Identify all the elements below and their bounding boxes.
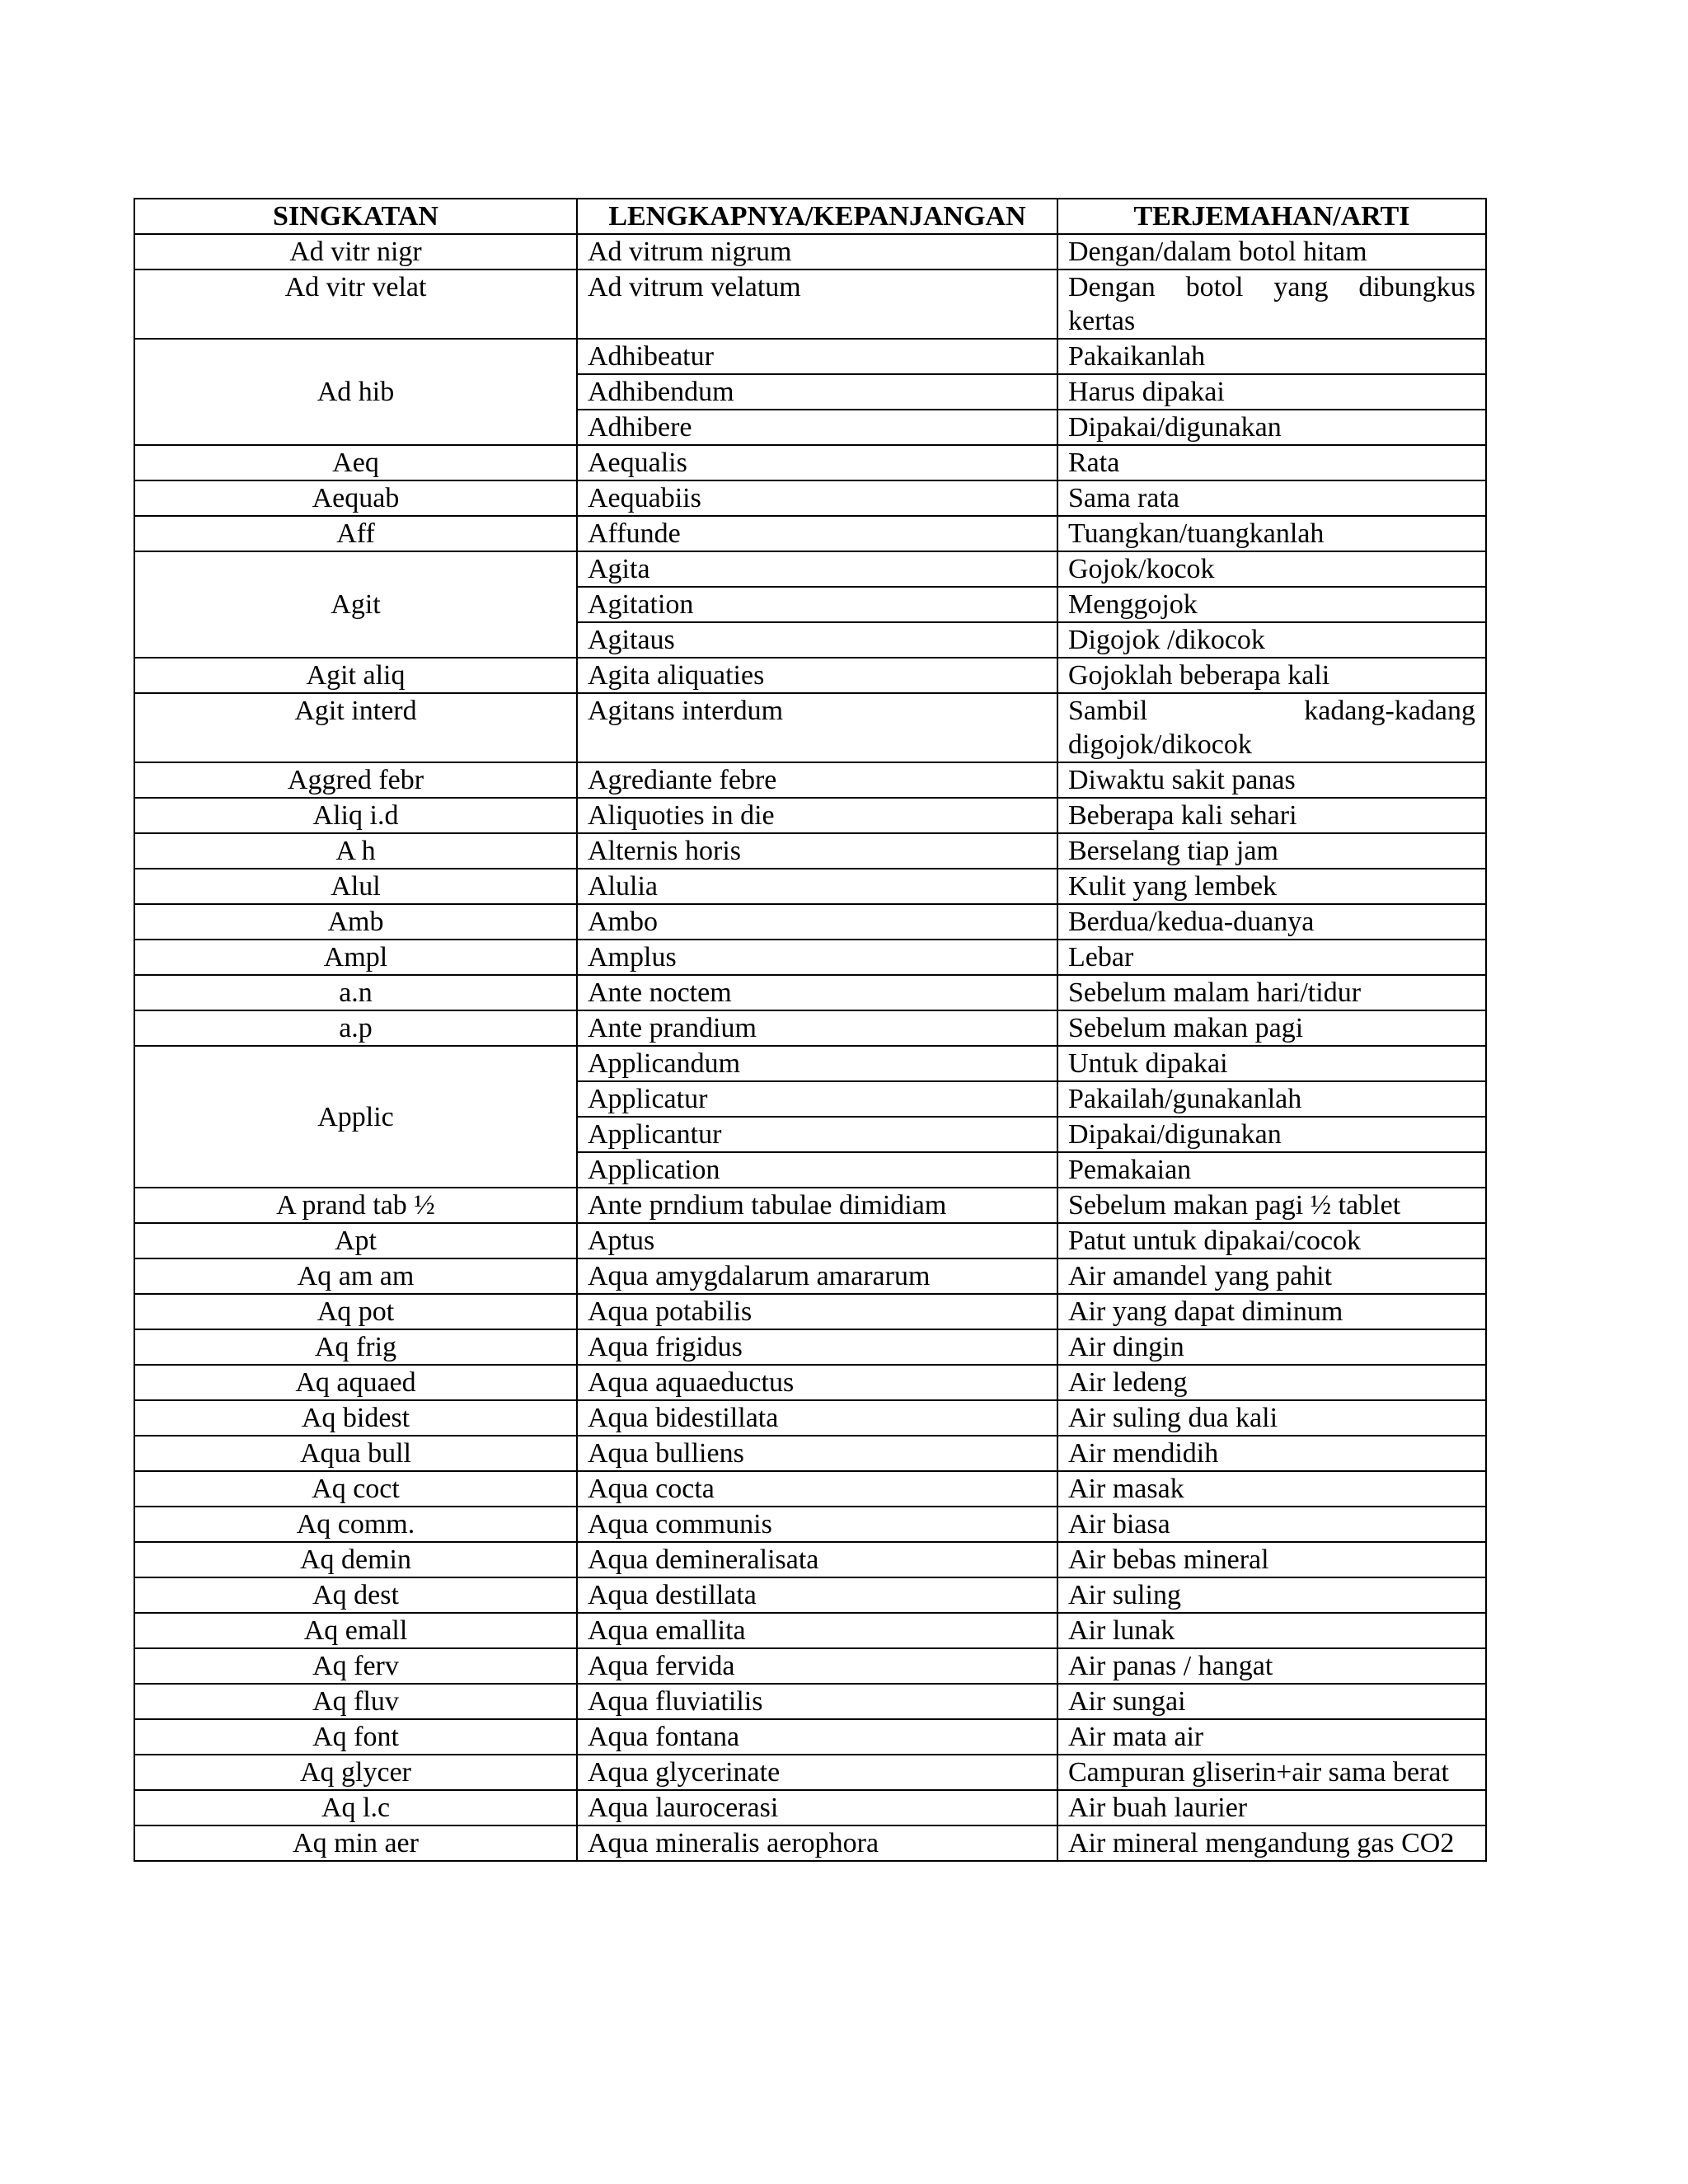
table-row: [134, 658, 1486, 693]
table-row: [134, 1294, 1486, 1329]
abbreviation-cell: Ad vitr nigr: [134, 234, 577, 269]
full-form-cell: Agita: [577, 551, 1057, 587]
full-form-cell: Aqua potabilis: [577, 1294, 1057, 1329]
table-row: [134, 234, 1486, 269]
full-form-cell: Aqua cocta: [577, 1471, 1057, 1507]
translation-cell: Rata: [1057, 445, 1486, 480]
table-row: [134, 1471, 1486, 1507]
full-form-cell: Adhibere: [577, 410, 1057, 445]
abbreviation-cell: Aq dest: [134, 1577, 577, 1613]
full-form-cell: Aequalis: [577, 445, 1057, 480]
abbreviation-cell: Applic: [134, 1046, 577, 1188]
abbreviation-cell: Aeq: [134, 445, 577, 480]
translation-cell: Air biasa: [1057, 1507, 1486, 1542]
abbreviation-cell: Ampl: [134, 940, 577, 975]
translation-cell: Dipakai/digunakan: [1057, 410, 1486, 445]
full-form-cell: Ad vitrum nigrum: [577, 234, 1057, 269]
full-form-cell: Aqua emallita: [577, 1613, 1057, 1648]
full-form-cell: Aqua bidestillata: [577, 1400, 1057, 1436]
table-row: [134, 1719, 1486, 1755]
full-form-cell: Affunde: [577, 516, 1057, 551]
abbreviation-cell: Agit: [134, 551, 577, 658]
full-form-cell: Aqua communis: [577, 1507, 1057, 1542]
header-lengkap: LENGKAPNYA/KEPANJANGAN: [577, 199, 1057, 234]
table-row: [134, 762, 1486, 798]
translation-cell: Untuk dipakai: [1057, 1046, 1486, 1081]
full-form-cell: Ambo: [577, 904, 1057, 940]
table-row: [134, 516, 1486, 551]
abbreviation-cell: Aggred febr: [134, 762, 577, 798]
abbreviation-cell: Aq aquaed: [134, 1365, 577, 1400]
abbreviation-cell: Aq min aer: [134, 1825, 577, 1861]
translation-cell: Air suling: [1057, 1577, 1486, 1613]
translation-cell: Pakaikanlah: [1057, 339, 1486, 374]
abbreviation-cell: Aq comm.: [134, 1507, 577, 1542]
full-form-cell: Aqua mineralis aerophora: [577, 1825, 1057, 1861]
translation-cell: Menggojok: [1057, 587, 1486, 622]
full-form-cell: Applicandum: [577, 1046, 1057, 1081]
table-row: [134, 1684, 1486, 1719]
abbreviation-cell: Aq font: [134, 1719, 577, 1755]
translation-cell: Air lunak: [1057, 1613, 1486, 1648]
table-body: [134, 234, 1486, 1861]
abbreviation-cell: Aqua bull: [134, 1436, 577, 1471]
translation-cell: Air yang dapat diminum: [1057, 1294, 1486, 1329]
translation-cell: Pakailah/gunakanlah: [1057, 1081, 1486, 1117]
full-form-cell: Agitaus: [577, 622, 1057, 658]
translation-cell: Patut untuk dipakai/cocok: [1057, 1223, 1486, 1258]
translation-cell: Kulit yang lembek: [1057, 869, 1486, 904]
abbreviation-cell: Aequab: [134, 480, 577, 516]
translation-cell: Air ledeng: [1057, 1365, 1486, 1400]
abbreviation-table: [134, 198, 1487, 1862]
header-singkatan: SINGKATAN: [134, 199, 577, 234]
abbreviation-cell: Alul: [134, 869, 577, 904]
translation-cell: Sebelum makan pagi: [1057, 1010, 1486, 1046]
full-form-cell: Agitation: [577, 587, 1057, 622]
translation-cell: Air suling dua kali: [1057, 1400, 1486, 1436]
table-row: [134, 798, 1486, 833]
full-form-cell: Ante prandium: [577, 1010, 1057, 1046]
table-row: [134, 1329, 1486, 1365]
translation-cell: Berdua/kedua-duanya: [1057, 904, 1486, 940]
table-row: [134, 1648, 1486, 1684]
table-row: [134, 269, 1486, 339]
abbreviation-cell: Aliq i.d: [134, 798, 577, 833]
table-row: [134, 1365, 1486, 1400]
table-row: [134, 1613, 1486, 1648]
full-form-cell: Aqua fontana: [577, 1719, 1057, 1755]
table-row: [134, 551, 1486, 587]
translation-cell: Beberapa kali sehari: [1057, 798, 1486, 833]
abbreviation-cell: Ad vitr velat: [134, 269, 577, 339]
translation-cell: Sambil kadang-kadang digojok/dikocok: [1057, 693, 1486, 762]
full-form-cell: Aliquoties in die: [577, 798, 1057, 833]
translation-cell: Diwaktu sakit panas: [1057, 762, 1486, 798]
abbreviation-cell: a.n: [134, 975, 577, 1010]
full-form-cell: Agitans interdum: [577, 693, 1057, 762]
table-row: [134, 693, 1486, 762]
full-form-cell: Aqua fervida: [577, 1648, 1057, 1684]
translation-cell: Air mendidih: [1057, 1436, 1486, 1471]
abbreviation-cell: Aq glycer: [134, 1755, 577, 1790]
abbreviation-cell: Aq frig: [134, 1329, 577, 1365]
table-header-row: [134, 199, 1486, 234]
abbreviation-cell: Aq demin: [134, 1542, 577, 1577]
translation-cell: Air sungai: [1057, 1684, 1486, 1719]
table-row: [134, 1436, 1486, 1471]
translation-cell: Dipakai/digunakan: [1057, 1117, 1486, 1152]
table-row: [134, 869, 1486, 904]
translation-cell: Gojoklah beberapa kali: [1057, 658, 1486, 693]
table-row: [134, 1046, 1486, 1081]
full-form-cell: Aqua laurocerasi: [577, 1790, 1057, 1825]
translation-cell: Sama rata: [1057, 480, 1486, 516]
translation-cell: Air masak: [1057, 1471, 1486, 1507]
abbreviation-cell: Aq fluv: [134, 1684, 577, 1719]
table-row: [134, 339, 1486, 374]
full-form-cell: Adhibeatur: [577, 339, 1057, 374]
table-row: [134, 904, 1486, 940]
table-row: [134, 1577, 1486, 1613]
full-form-cell: Aqua frigidus: [577, 1329, 1057, 1365]
full-form-cell: Aqua demineralisata: [577, 1542, 1057, 1577]
table-row: [134, 1755, 1486, 1790]
translation-cell: Air amandel yang pahit: [1057, 1258, 1486, 1294]
translation-cell: Sebelum makan pagi ½ tablet: [1057, 1188, 1486, 1223]
translation-cell: Air dingin: [1057, 1329, 1486, 1365]
table-row: [134, 1400, 1486, 1436]
full-form-cell: Aptus: [577, 1223, 1057, 1258]
translation-cell: Digojok /dikocok: [1057, 622, 1486, 658]
translation-cell: Air panas / hangat: [1057, 1648, 1486, 1684]
abbreviation-cell: Aq bidest: [134, 1400, 577, 1436]
translation-cell: Air mineral mengandung gas CO2: [1057, 1825, 1486, 1861]
abbreviation-cell: Aq coct: [134, 1471, 577, 1507]
table-row: [134, 1542, 1486, 1577]
abbreviation-cell: Aq am am: [134, 1258, 577, 1294]
table-row: [134, 975, 1486, 1010]
abbreviation-cell: Amb: [134, 904, 577, 940]
full-form-cell: Alternis horis: [577, 833, 1057, 869]
translation-cell: Sebelum malam hari/tidur: [1057, 975, 1486, 1010]
table-row: [134, 1010, 1486, 1046]
translation-cell: Campuran gliserin+air sama berat: [1057, 1755, 1486, 1790]
header-arti: TERJEMAHAN/ARTI: [1057, 199, 1486, 234]
abbreviation-cell: Agit interd: [134, 693, 577, 762]
translation-cell: Dengan/dalam botol hitam: [1057, 234, 1486, 269]
full-form-cell: Aqua glycerinate: [577, 1755, 1057, 1790]
translation-cell: Air mata air: [1057, 1719, 1486, 1755]
full-form-cell: Alulia: [577, 869, 1057, 904]
abbreviation-cell: A h: [134, 833, 577, 869]
table-row: [134, 1790, 1486, 1825]
abbreviation-cell: Aq l.c: [134, 1790, 577, 1825]
full-form-cell: Ad vitrum velatum: [577, 269, 1057, 339]
table-row: [134, 833, 1486, 869]
abbreviation-cell: Aff: [134, 516, 577, 551]
table-row: [134, 1223, 1486, 1258]
full-form-cell: Agrediante febre: [577, 762, 1057, 798]
translation-cell: Pemakaian: [1057, 1152, 1486, 1188]
translation-cell: Tuangkan/tuangkanlah: [1057, 516, 1486, 551]
translation-cell: Dengan botol yang dibungkus kertas: [1057, 269, 1486, 339]
table-row: [134, 1188, 1486, 1223]
abbreviation-cell: Ad hib: [134, 339, 577, 445]
translation-cell: Air buah laurier: [1057, 1790, 1486, 1825]
full-form-cell: Aqua fluviatilis: [577, 1684, 1057, 1719]
full-form-cell: Ante noctem: [577, 975, 1057, 1010]
abbreviation-cell: a.p: [134, 1010, 577, 1046]
abbreviation-cell: Aq ferv: [134, 1648, 577, 1684]
full-form-cell: Aqua amygdalarum amararum: [577, 1258, 1057, 1294]
full-form-cell: Aqua bulliens: [577, 1436, 1057, 1471]
translation-cell: Gojok/kocok: [1057, 551, 1486, 587]
abbreviation-cell: Agit aliq: [134, 658, 577, 693]
translation-cell: Lebar: [1057, 940, 1486, 975]
abbreviation-cell: Apt: [134, 1223, 577, 1258]
full-form-cell: Applicatur: [577, 1081, 1057, 1117]
table-row: [134, 480, 1486, 516]
translation-cell: Harus dipakai: [1057, 374, 1486, 410]
table-row: [134, 940, 1486, 975]
table-row: [134, 1825, 1486, 1861]
abbreviation-cell: A prand tab ½: [134, 1188, 577, 1223]
full-form-cell: Ante prndium tabulae dimidiam: [577, 1188, 1057, 1223]
translation-cell: Air bebas mineral: [1057, 1542, 1486, 1577]
abbreviation-cell: Aq pot: [134, 1294, 577, 1329]
full-form-cell: Amplus: [577, 940, 1057, 975]
table-row: [134, 1258, 1486, 1294]
abbreviation-cell: Aq emall: [134, 1613, 577, 1648]
full-form-cell: Aqua aquaeductus: [577, 1365, 1057, 1400]
full-form-cell: Applicantur: [577, 1117, 1057, 1152]
full-form-cell: Aequabiis: [577, 480, 1057, 516]
full-form-cell: Adhibendum: [577, 374, 1057, 410]
table-row: [134, 445, 1486, 480]
full-form-cell: Aqua destillata: [577, 1577, 1057, 1613]
full-form-cell: Agita aliquaties: [577, 658, 1057, 693]
full-form-cell: Application: [577, 1152, 1057, 1188]
table-row: [134, 1507, 1486, 1542]
translation-cell: Berselang tiap jam: [1057, 833, 1486, 869]
